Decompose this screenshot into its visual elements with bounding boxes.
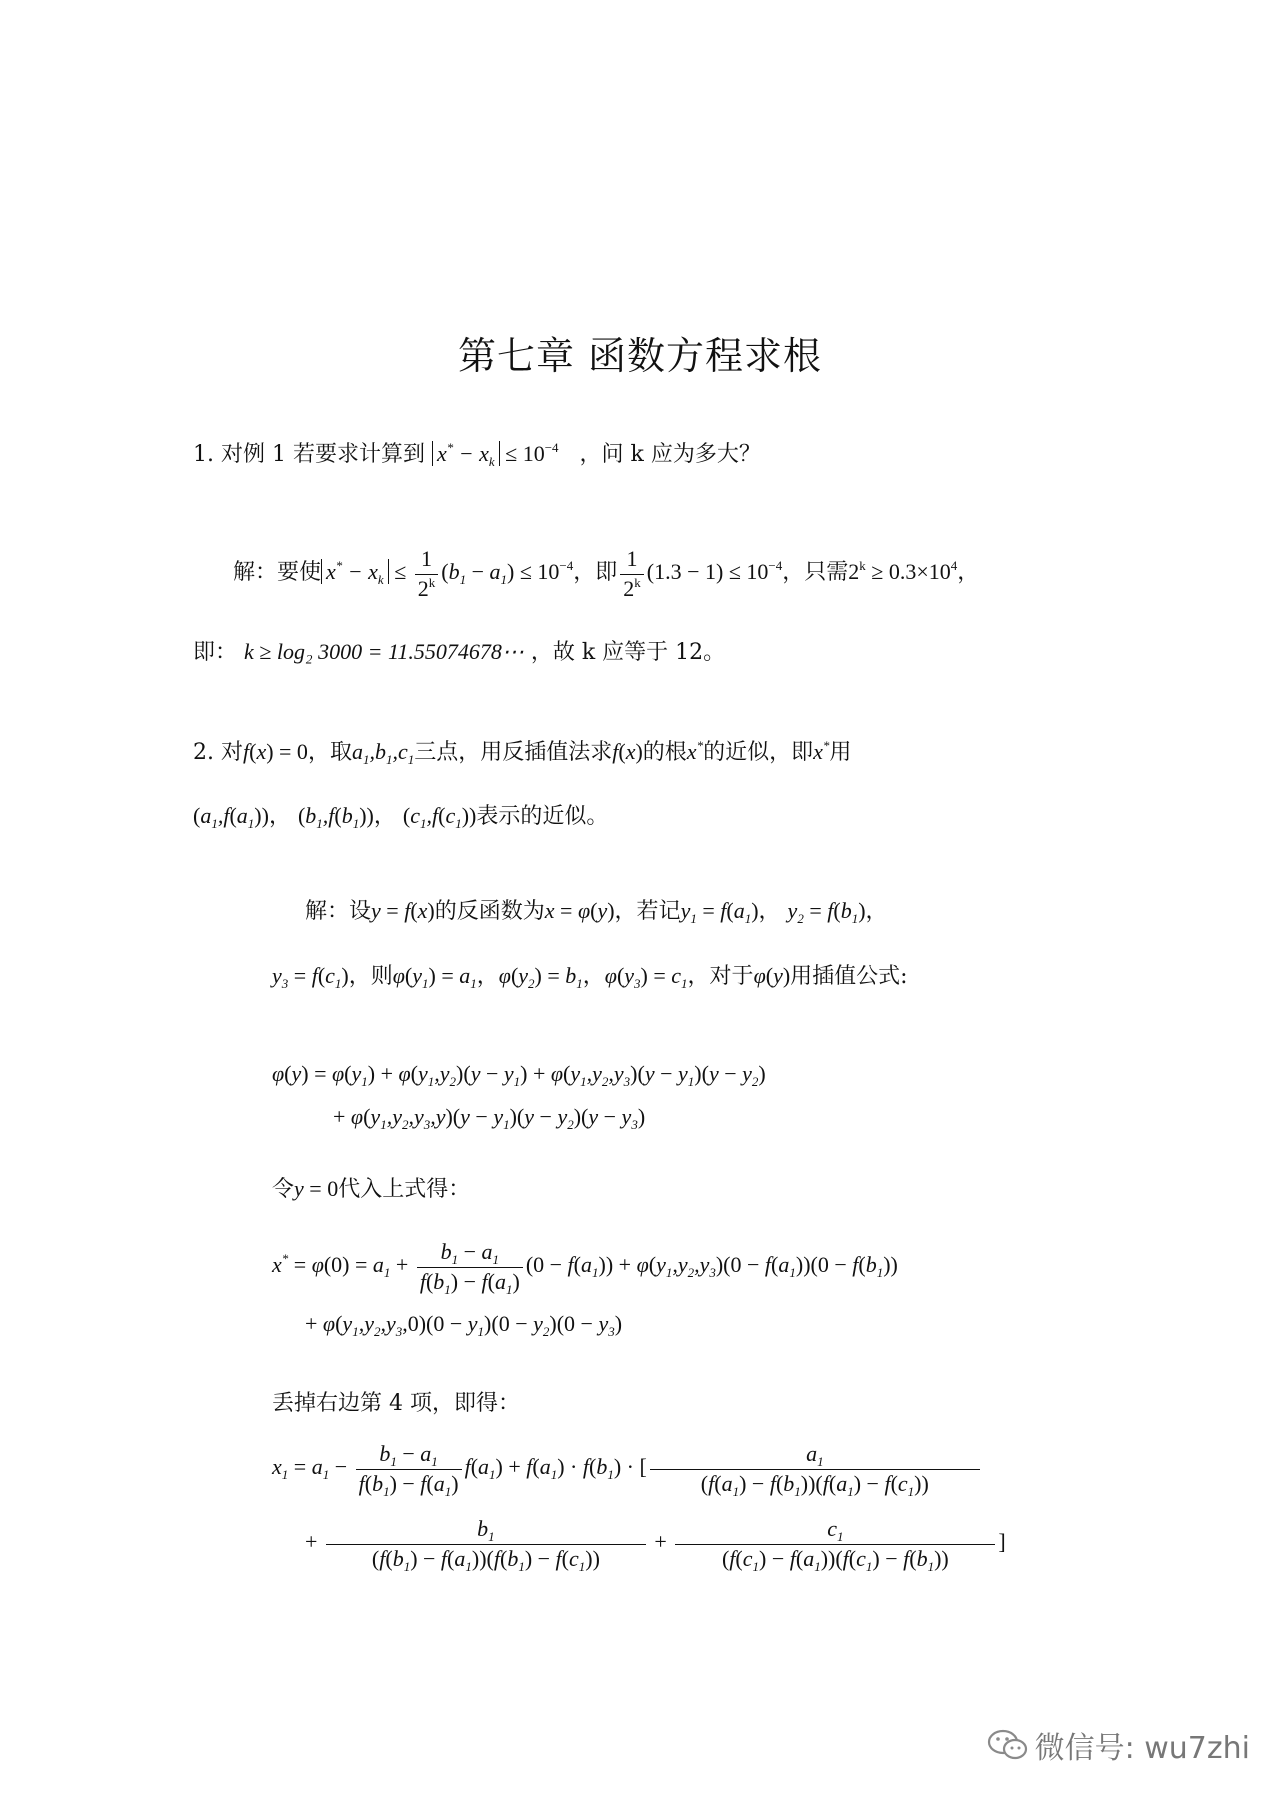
watermark-text: 微信号: wu7zhi: [1034, 1731, 1250, 1766]
math-pair-c: $(c_1,f(c_1))$: [402, 803, 477, 831]
solution-1-mid: ，即: [573, 560, 618, 586]
solution-1-comma: ，: [957, 560, 980, 586]
solution-1-bound: $\frac{1}{2^k}$ $(1.3 - 1) \le 10^{-4}$: [617, 559, 782, 584]
problem-2-t4: 的近似，即: [703, 740, 814, 765]
solution-2-line2-t2: ，: [476, 964, 499, 989]
x1-formula-line-2: + $\frac{b_1}{(f(b_1) - f(a_1))(f(b_1) - f(c_1))}$ + $\frac{c_1}{(f(c_1) - f(a_1))(f(c_1) - f(b_1))}$ ]: [305, 1516, 1006, 1574]
math-y2: $y_2 = f(b_1)$: [787, 898, 866, 926]
solution-1-result: k ≥ log₂ 3000 = 11.55074678⋯: [244, 639, 524, 664]
problem-2-line-2: [193, 802, 608, 832]
solution-1-line2-tail: ，故 k 应等于 12。: [530, 640, 726, 665]
wechat-watermark: [987, 1723, 1250, 1767]
problem-2-lead: 2. 对: [193, 740, 243, 765]
math-phi-y1: $\varphi(y_1) = a_1$: [392, 963, 477, 991]
problem-2-t2: 三点，用反插值法求: [414, 740, 613, 765]
solution-2-t2: ，若记: [614, 899, 681, 924]
problem-2-line-1: [193, 738, 851, 768]
let-tail: 代入上式得：: [338, 1177, 471, 1202]
problem-2-t5: 用: [829, 740, 852, 765]
solution-2-line2-t1: ，则: [348, 964, 393, 989]
math-y-eq-0: y = 0: [294, 1176, 339, 1201]
solution-1-lead: 解：要使: [233, 560, 322, 586]
solution-1-inequality: $x^* - x_k$ ≤ $\frac{1}{2^k}$ $(b_1 - a_1) \le 10^{-4}$: [321, 559, 573, 584]
wechat-icon: [987, 1728, 1029, 1762]
math-fx-eq-0: f(x) = 0: [242, 739, 308, 764]
solution-2-t3: ，: [758, 899, 781, 924]
solution-2-line-1: [305, 897, 888, 927]
solution-1-line-2: [193, 638, 725, 668]
solution-2-line2-t5: 用插值公式:: [790, 964, 908, 989]
math-pair-b: $(b_1,f(b_1))$: [297, 803, 374, 831]
page-title: 第七章 函数方程求根: [457, 334, 823, 378]
problem-2-line2-tail: 表示的近似。: [476, 804, 609, 829]
solution-2-t1: 的反函数为: [434, 899, 545, 924]
math-fx: f(x): [612, 739, 643, 764]
interpolation-formula-line-2: + $\varphi(y_1,y_2,y_3,y)(y - y_1)(y - y_2)(y - y_3)$: [333, 1104, 646, 1132]
sep-1: ，: [268, 804, 291, 829]
drop-term-line: 丢掉右边第 4 项，即得：: [272, 1391, 520, 1416]
solution-2-t4: ，: [865, 899, 888, 924]
math-xstar: x*: [686, 738, 704, 764]
solution-1-tail: ，只需: [782, 560, 849, 586]
sep-2: ，: [373, 804, 396, 829]
math-phi-y3: $\varphi(y_3) = c_1$: [604, 963, 688, 991]
let-y-zero-line: [272, 1175, 470, 1205]
problem-1-tail: ，问 k 应为多大？: [579, 442, 761, 467]
math-xstar-2: x*: [813, 738, 830, 764]
problem-1-question: [193, 440, 761, 470]
solution-1-condition: $2^k \ge 0.3\times 10^4$: [848, 558, 958, 585]
math-phi-y2: $\varphi(y_2) = b_1$: [498, 963, 583, 991]
x1-formula-line-1: $x_1 = a_1$ − $\frac{b_1 - a_1}{f(b_1) - f(a_1)}$ $f(a_1) + f(a_1) \cdot f(b_1)$ · [ $\frac{a_1}{(f(a_1) - f(b_1))(f(a_1) - f(c_1))}$: [272, 1440, 983, 1498]
solution-2-line-2: [272, 962, 908, 992]
xstar-formula-line-2: + $\varphi(y_1,y_2,y_3,0)(0 - y_1)(0 - y_2)(0 - y_3)$: [305, 1311, 623, 1339]
math-y1: $y_1 = f(a_1)$: [680, 898, 759, 926]
math-y-eq-fx: y = f(x): [371, 898, 435, 923]
solution-2-line2-t4: ，对于: [687, 964, 754, 989]
let-lead: 令: [272, 1177, 295, 1202]
solution-2-line2-t3: ，: [582, 964, 605, 989]
solution-1-line2-lead: 即：: [193, 640, 238, 665]
problem-2-t1: ，取: [307, 740, 352, 765]
problem-1-lead: 1. 对例 1 若要求计算到: [193, 442, 425, 467]
problem-2-t3: 的根: [642, 740, 687, 765]
solution-1-line-1: [233, 545, 979, 603]
interpolation-formula-line-1: $\varphi(y) = \varphi(y_1) + \varphi(y_1,y_2)(y - y_1) + \varphi(y_1,y_2,y_3)(y - y_1)(y - y_2)$: [272, 1061, 766, 1089]
math-points: $a_1,b_1,c_1$: [351, 739, 415, 767]
math-y3: $y_3 = f(c_1)$: [272, 963, 349, 991]
xstar-formula-line-1: $x^* = \varphi(0) = a_1$ + $\frac{b_1 - a_1}{f(b_1) - f(a_1)}$ $(0 - f(a_1)) + \varphi(y_1,y_2,y_3)(0 - f(a_1))(0 - f(b_1))$: [272, 1239, 898, 1297]
solution-2-lead: 解：设: [305, 899, 372, 924]
problem-1-inequality: $x^* - x_k \le 10^{-4}$: [432, 441, 559, 466]
math-x-eq-phi: x = φ(y): [544, 898, 615, 923]
math-phi-y: φ(y): [753, 963, 791, 988]
math-pair-a: $(a_1,f(a_1))$: [193, 803, 269, 831]
